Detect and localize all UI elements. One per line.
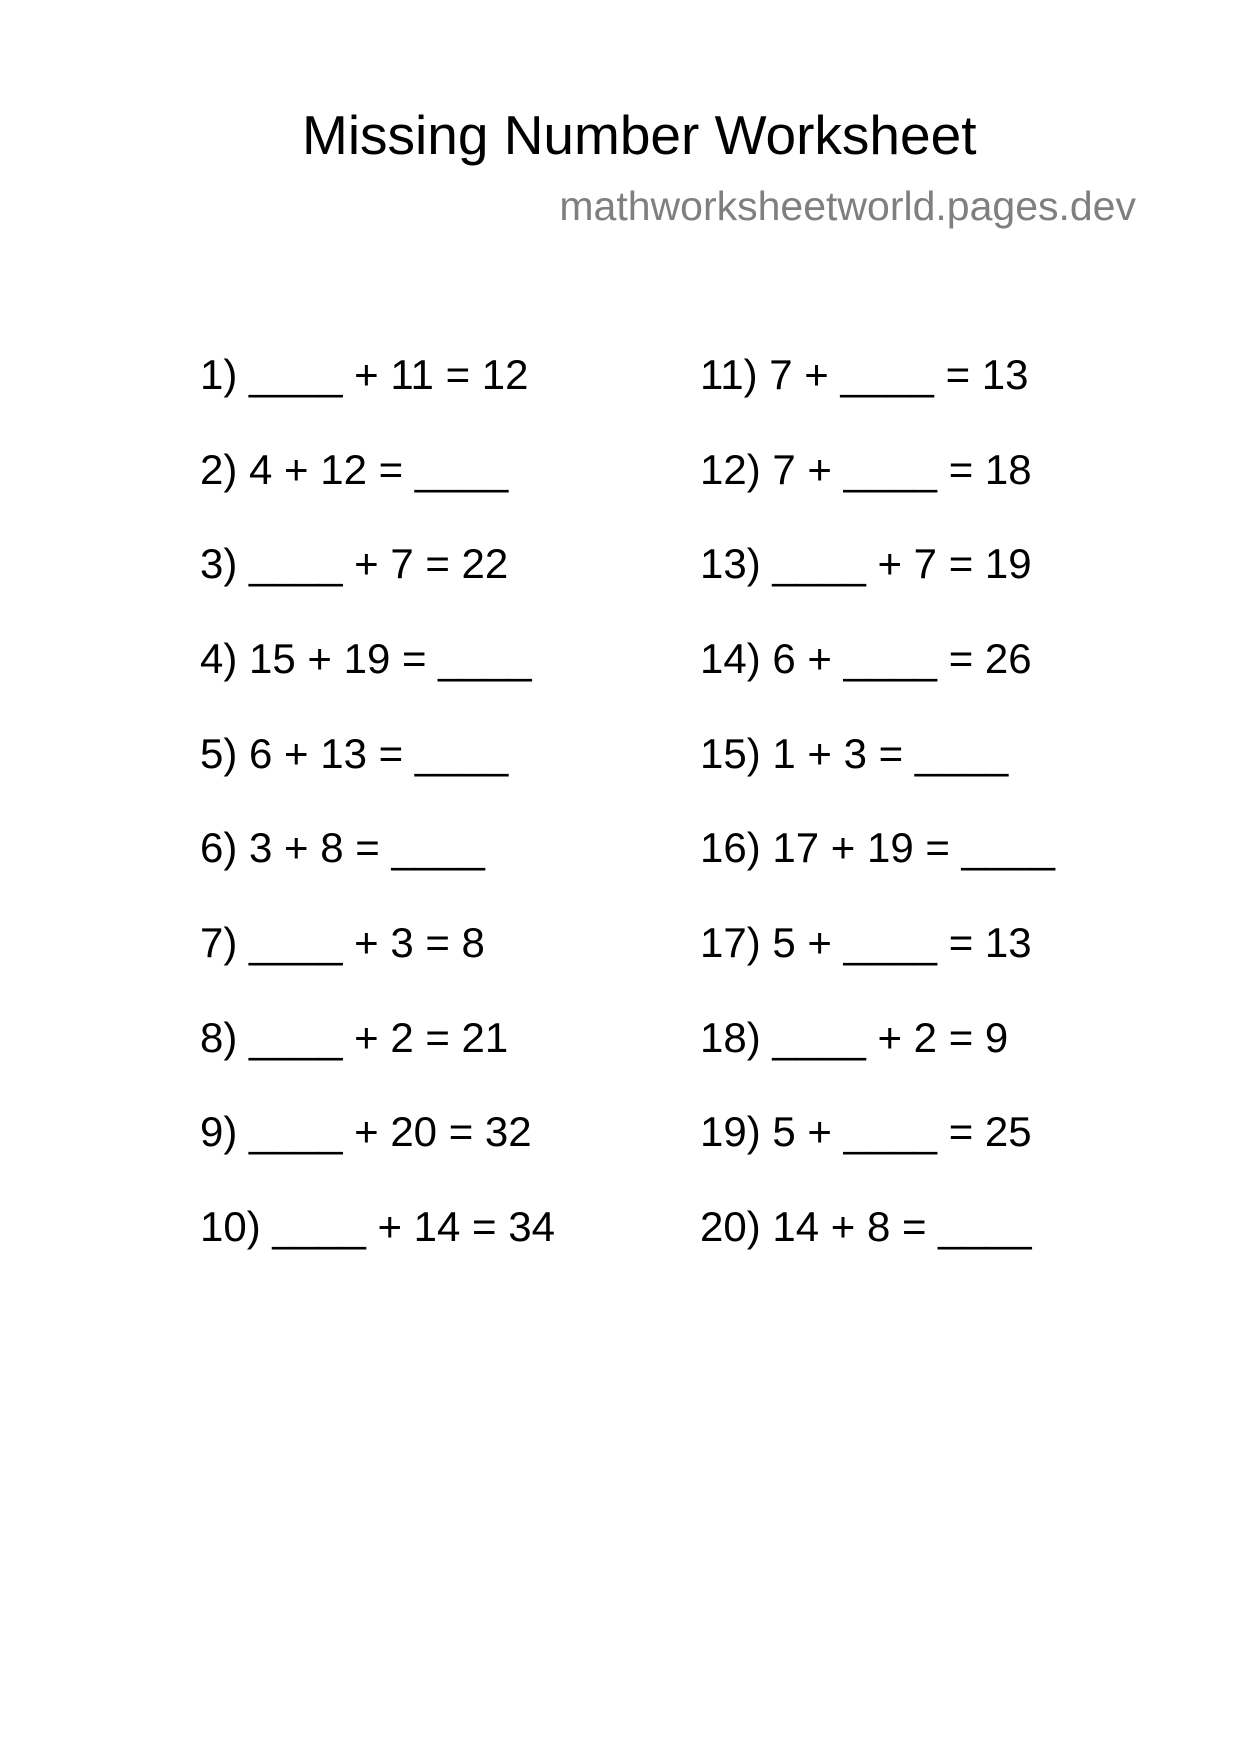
problem-16: 16) 17 + 19 = ____: [700, 824, 1055, 871]
problem-9: 9) ____ + 20 = 32: [200, 1108, 532, 1155]
problem-6: 6) 3 + 8 = ____: [200, 824, 485, 871]
problem-19: 19) 5 + ____ = 25: [700, 1108, 1032, 1155]
problem-13: 13) ____ + 7 = 19: [700, 540, 1032, 587]
problem-20: 20) 14 + 8 = ____: [700, 1203, 1032, 1250]
page-title: Missing Number Worksheet: [302, 104, 977, 166]
source-url: mathworksheetworld.pages.dev: [559, 183, 1136, 229]
problem-14: 14) 6 + ____ = 26: [700, 635, 1032, 682]
problem-17: 17) 5 + ____ = 13: [700, 919, 1032, 966]
problem-5: 5) 6 + 13 = ____: [200, 730, 509, 777]
problem-8: 8) ____ + 2 = 21: [200, 1014, 509, 1061]
problem-2: 2) 4 + 12 = ____: [200, 446, 509, 493]
problem-1: 1) ____ + 11 = 12: [200, 351, 529, 398]
problem-11: 11) 7 + ____ = 13: [700, 351, 1029, 398]
problem-18: 18) ____ + 2 = 9: [700, 1014, 1009, 1061]
problem-7: 7) ____ + 3 = 8: [200, 919, 485, 966]
problem-12: 12) 7 + ____ = 18: [700, 446, 1032, 493]
problem-4: 4) 15 + 19 = ____: [200, 635, 532, 682]
problem-10: 10) ____ + 14 = 34: [200, 1203, 555, 1250]
problem-3: 3) ____ + 7 = 22: [200, 540, 509, 587]
problem-15: 15) 1 + 3 = ____: [700, 730, 1009, 777]
